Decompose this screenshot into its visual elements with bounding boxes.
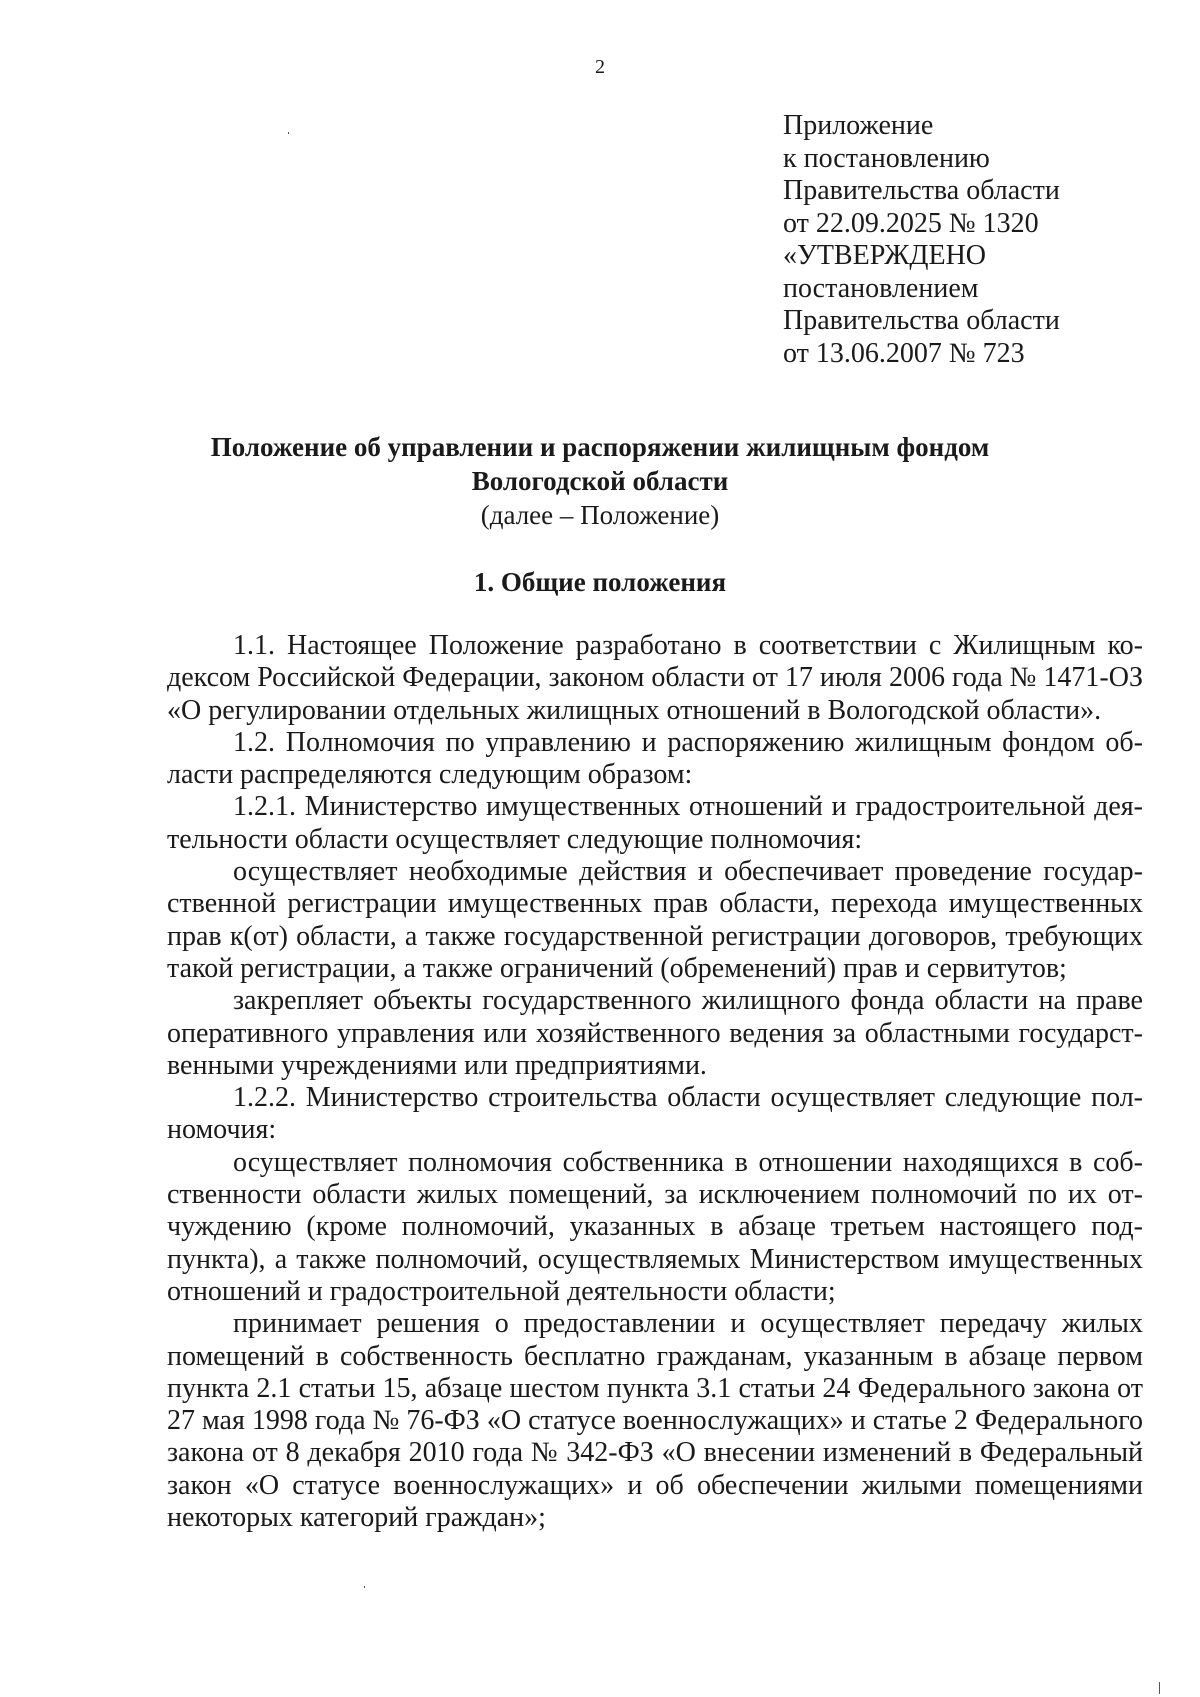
appendix-line: «УТВЕРЖДЕНО [783, 240, 987, 271]
title-subtitle: (далее – Положение) [480, 500, 720, 530]
paragraph-registration: осуществляет необходимые действия и обеспечивает проведение государственной регистрации имущественных прав области, перехода имущественных прав к(от) области, а также государственной регистрации договоров, требующих такой регистрации, а также ограничений (обременений) прав и сервитутов; [167, 856, 1143, 984]
scan-speck [288, 132, 289, 134]
appendix-line: Правительства области [783, 175, 1060, 206]
paragraph-owner-powers: осуществляет полномочия собственника в отношении находящихся в собственности области жилых помещений, за исключением полномочий по их отчуждению (кроме полномочий, указанных в абзаце третьем настоящего подпункта), а также полномочий, осуществляемых Министерством имущественных отношений и градостроительной деятельности области; [167, 1146, 1143, 1307]
appendix-line: постановлением [783, 272, 979, 304]
paragraph-transfer-decisions: принимает решения о предоставлении и осуществляет передачу жилых помещений в собственность бесплатно гражданам, указанным в абзаце первом пункта 2.1 статьи 15, абзаце шестом пункта 3.1 статьи 24 Федерального закона от 27 мая 1998 года № 76-ФЗ «О статусе военнослужащих» и статье 2 Федерального закона от 8 декабря 2010 года № 342-ФЗ «О внесении изменений в Федеральный закон «О статусе военнослужащих» и об обеспечении жилыми помещениями некоторых категорий граждан»; [167, 1308, 1143, 1534]
title-line-2: Вологодской области [471, 466, 729, 496]
appendix-line: от 13.06.2007 № 723 [783, 337, 1025, 369]
appendix-stamp [783, 110, 1060, 370]
paragraph-1-2-1: 1.2.1. Министерство имущественных отношений и градостроительной деятельности области осуществляет следующие полномочия: [167, 791, 1143, 855]
appendix-line: от 22.09.2025 № 1320 [783, 207, 1039, 239]
scan-speck [1159, 1682, 1160, 1694]
paragraph-1-2: 1.2. Полномочия по управлению и распоряжению жилищным фондом области распределяются следующим образом: [167, 726, 1143, 791]
document-title [0, 430, 1200, 532]
appendix-line: к постановлению [783, 142, 990, 174]
paragraph-1-2-2: 1.2.2. Министерство строительства области осуществляет следующие полномочия: [167, 1082, 1143, 1146]
scan-speck [364, 1586, 365, 1588]
page-number: 2 [595, 56, 605, 78]
appendix-line: Правительства области [783, 305, 1060, 336]
appendix-line: Приложение [783, 110, 934, 141]
section-heading: 1. Общие положения [473, 567, 727, 597]
paragraph-1-1: 1.1. Настоящее Положение разработано в соответствии с Жилищным кодексом Российской Федерации, законом области от 17 июля 2006 года № 1471-ОЗ «О регулировании отдельных жилищных отношений в Вологодской области». [167, 630, 1143, 726]
paragraph-assignment: закрепляет объекты государственного жилищного фонда области на праве оперативного управления или хозяйственного ведения за областными государственными учреждениями или предприятиями. [167, 985, 1143, 1081]
title-line-1: Положение об управлении и распоряжении жилищным фондом [210, 432, 990, 462]
body-text [167, 630, 1143, 1534]
